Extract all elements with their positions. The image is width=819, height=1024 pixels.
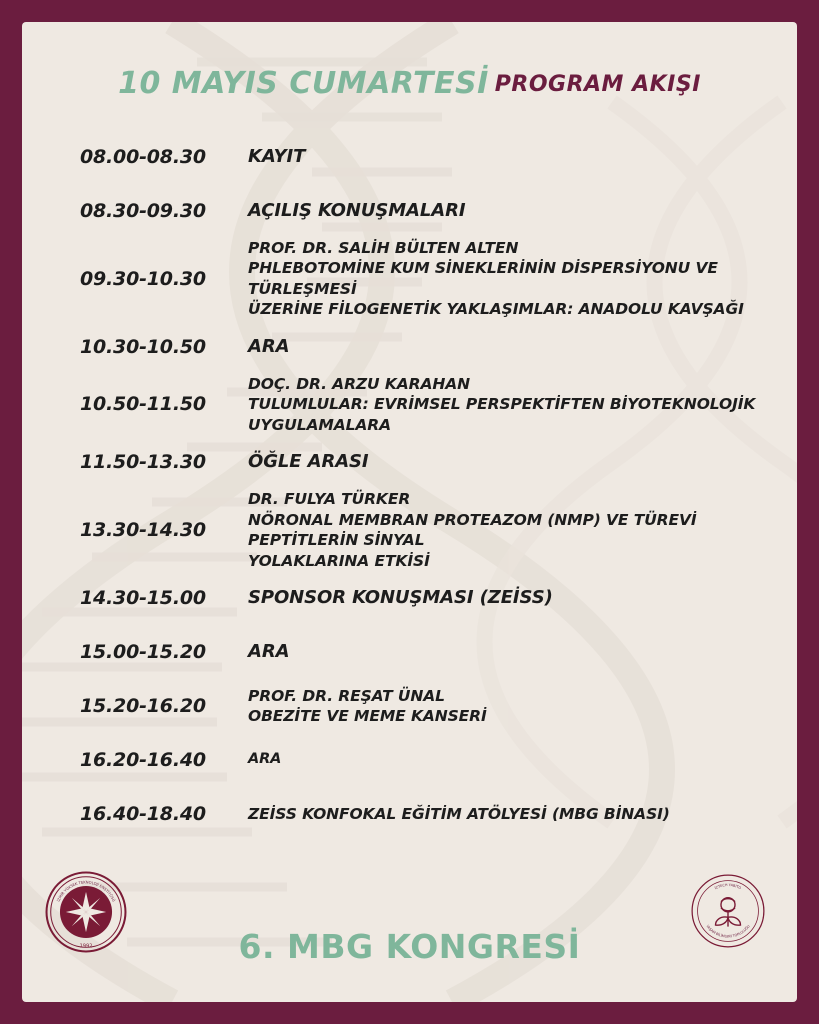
schedule-line: PHLEBOTOMİNE KUM SİNEKLERİNİN DİSPERSİYONU VE TÜRLEŞMESİ	[248, 259, 718, 298]
schedule-time: 09.30-10.30	[80, 267, 206, 290]
schedule-line: ARA	[248, 751, 282, 768]
schedule-row	[22, 679, 797, 733]
schedule-line: OBEZİTE VE MEME KANSERİ	[248, 706, 487, 725]
schedule-line: DOÇ. DR. ARZU KARAHAN	[248, 374, 471, 393]
schedule-time: 08.00-08.30	[80, 146, 206, 168]
svg-text:İZTECH YABİTO: İZTECH YABİTO	[714, 883, 742, 891]
schedule-line: AÇILIŞ KONUŞMALARI	[248, 200, 466, 222]
poster-header	[22, 66, 797, 101]
schedule-time: 10.30-10.50	[80, 335, 206, 358]
schedule-line: PROF. DR. SALİH BÜLTEN ALTEN	[248, 239, 519, 257]
schedule-line: ARA	[248, 641, 290, 663]
schedule-row	[22, 184, 797, 238]
schedule-row	[22, 320, 797, 374]
schedule-time: 16.40-18.40	[80, 802, 206, 825]
schedule-line: NÖRONAL MEMBRAN PROTEAZOM (NMP) VE TÜREVİ PEPTİTLERİN SİNYAL	[248, 510, 697, 550]
schedule-line: YOLAKLARINA ETKİSİ	[248, 551, 430, 570]
schedule-line: DR. FULYA TÜRKER	[248, 490, 411, 509]
svg-text:1992: 1992	[79, 943, 93, 950]
schedule-row	[22, 435, 797, 489]
schedule-line: ÜZERİNE FİLOGENETİK YAKLAŞIMLAR: ANADOLU KAVŞAĞI	[248, 300, 744, 319]
congress-title: 6. MBG KONGRESİ	[238, 927, 581, 966]
schedule-description	[248, 450, 797, 474]
schedule-description	[248, 686, 797, 727]
schedule-description	[248, 750, 797, 769]
schedule-description	[248, 489, 797, 571]
header-subtitle: PROGRAM AKIŞI	[494, 72, 701, 97]
schedule-row	[22, 733, 797, 787]
schedule-time: 15.20-16.20	[80, 694, 206, 717]
poster-card	[22, 22, 797, 1002]
schedule-description	[248, 335, 797, 359]
schedule-time: 14.30-15.00	[80, 586, 206, 609]
svg-text:İZMİR YÜKSEK TEKNOLOJİ ENSTİTÜ: İZMİR YÜKSEK TEKNOLOJİ ENSTİTÜSÜ	[56, 880, 116, 903]
schedule-row	[22, 238, 797, 320]
schedule-time: 15.00-15.20	[80, 640, 206, 663]
schedule-row	[22, 787, 797, 841]
schedule-line: ARA	[248, 335, 290, 357]
schedule-time: 11.50-13.30	[80, 451, 206, 474]
schedule-description	[248, 586, 797, 610]
schedule-time: 08.30-09.30	[80, 200, 206, 222]
schedule-row	[22, 489, 797, 571]
schedule-description	[248, 238, 797, 320]
schedule-line: ZEİSS KONFOKAL EĞİTİM ATÖLYESİ (MBG BİNASI)	[248, 804, 670, 823]
schedule-time: 16.20-16.40	[80, 748, 206, 771]
schedule-description	[248, 145, 797, 169]
schedule-list	[22, 130, 797, 841]
schedule-time: 13.30-14.30	[80, 519, 206, 542]
schedule-row	[22, 130, 797, 184]
schedule-line: ÖĞLE ARASI	[248, 451, 369, 473]
header-date-title: 10 MAYIS CUMARTESİ	[118, 66, 489, 101]
schedule-time: 10.50-11.50	[80, 393, 206, 416]
svg-text:YAŞAM BİLİMLERİ TOPLULUĞU: YAŞAM BİLİMLERİ TOPLULUĞU	[705, 924, 751, 939]
schedule-row	[22, 625, 797, 679]
schedule-line: KAYIT	[248, 146, 306, 168]
schedule-description	[248, 199, 797, 223]
schedule-description	[248, 804, 797, 824]
schedule-description	[248, 374, 797, 435]
schedule-line: PROF. DR. REŞAT ÜNAL	[248, 686, 445, 705]
schedule-line: TULUMLULAR: EVRİMSEL PERSPEKTİFTEN BİYOTEKNOLOJİK UYGULAMALARA	[248, 395, 756, 434]
schedule-line: SPONSOR KONUŞMASI (ZEİSS)	[248, 587, 553, 609]
schedule-row	[22, 374, 797, 435]
schedule-row	[22, 571, 797, 625]
schedule-description	[248, 640, 797, 664]
